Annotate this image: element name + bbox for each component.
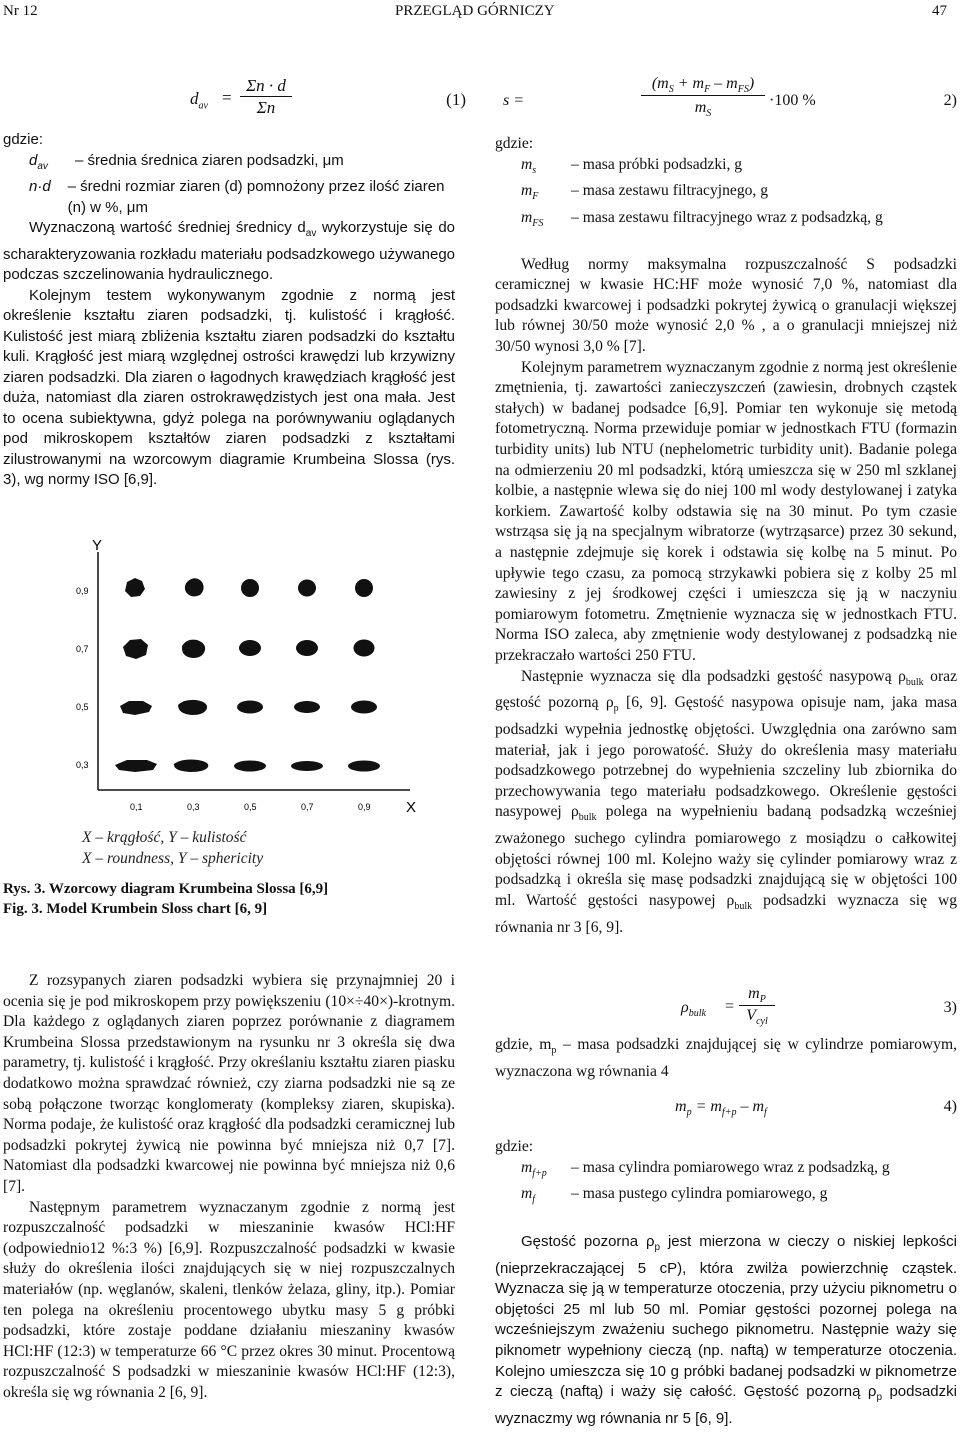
equation-3: $\rho_{bulk}$ = $m_P$ $V_{cyl}$ 3) xyxy=(681,985,957,1028)
grain-shape xyxy=(234,761,266,772)
x-tick: 0,3 xyxy=(187,802,200,812)
grain-shape xyxy=(355,579,373,597)
paragraph: Następnym parametrem wyznaczanym zgodnie z normą jest rozpuszczalność podsadzki w mieszaninie kwasów HCl:HF (odpowiednio12 %:3 %) [6,9]. Rozpuszczalność podsadzki w kwasie służy do określenia ilości znajdujących się w niej rozpuszczalnych materiałów (np. węglanów, skaleni, tlenków żelaza, gliny, itp.). Pomiar ten polega na określeniu procentowego ubytku masy 5 g próbki podsadzki, które zostaje poddane działaniu mieszaniny kwasów HCl:HF (12:3) w temperaturze 66 °C przez okres 30 minut. Procentową rozpuszczalność S podsadzki w mieszaninie kwasów HCl:HF (12:3), określa się wg równania 2 [6, 9]. xyxy=(3,1198,455,1401)
y-tick: 0,7 xyxy=(76,644,89,654)
grain-shape xyxy=(182,640,205,658)
journal-title: PRZEGLĄD GÓRNICZY xyxy=(395,3,555,19)
y-tick: 0,3 xyxy=(76,760,89,770)
definition-item: $m_f$ – masa pustego cylindra pomiarowego, g xyxy=(521,1185,828,1206)
figure-caption-pl: Rys. 3. Wzorcowy diagram Krumbeina Slossa [6,9] xyxy=(3,881,329,897)
gdzie-label: gdzie: xyxy=(495,1138,534,1155)
equation-2: s = $(m_S + m_F - m_{FS})$ $m_S$ ·100 % 2) xyxy=(503,75,957,120)
issue-number: Nr 12 xyxy=(3,3,38,19)
krumbein-sloss-chart xyxy=(70,530,430,840)
paragraph: gdzie, $m_p$ – masa podsadzki znajdującej się w cylindrze pomiarowym, wyznaczona wg równania 4 xyxy=(495,1036,957,1080)
gdzie-label: gdzie: xyxy=(495,135,534,152)
chart-svg xyxy=(70,530,430,840)
figure-caption xyxy=(3,879,328,919)
grain-shape xyxy=(185,578,204,596)
right-text-block-3 xyxy=(495,1137,957,1429)
x-tick: 0,9 xyxy=(358,802,371,812)
equation-1: $d_{av}$ = Σn · d Σn (1) xyxy=(190,76,466,117)
grain-shape xyxy=(174,760,208,773)
paragraph: Gęstość pozorna $\rho_p$ jest mierzona w cieczy o niskiej lepkości (nieprzekraczającej 5 cP), która zwilża powierzchnię cząstek. Wyznacza się ją w temperaturze otoczenia, przy użyciu piknometru o objętości 25 ml lub 50 ml. Pomiar gęstości pozornej polega na wcześniejszym zważeniu suchego piknometru. Następnie waży się piknometr wypełniony cieczą (np. naftą) w temperaturze otoczenia. Kolejno umieszcza się 10 g próbki badanej podsadzki w piknometrze z cieczą (naftą) i waży się całość. Gęstość pozorną $\rho_p$ podsadzki wyznaczmy wg równania nr 5 [6, 9]. xyxy=(495,1233,958,1427)
definition-item: $m_F$ – masa zestawu filtracyjnego, g xyxy=(521,182,769,203)
x-axis-label: X xyxy=(406,799,417,816)
paragraph: Kolejnym testem wykonywanym zgodnie z normą jest określenie kształtu ziaren podsadzki, tj. kulistość i krągłość. Kulistość jest miarą zbliżenia kształtu ziaren podsadzki do kształtu kuli. Krągłość jest miarą względnej ostrości krawędzi lub krzywizny ziaren podsadzki. Dla ziaren o łagodnych krawędziach krągłość jest duża, natomiast dla ziaren ostrokrawędzistych jest ona mała. Jest to ocena subiektywna, gdyż polega na porównywaniu oglądanych pod mikroskopem kształtów ziaren podsadzki z kształtami zilustrowanymi na wzorcowym diagramie Krumbeina Slossa (rys. 3), wg normy ISO [6,9]. xyxy=(3,286,455,488)
grain-shape xyxy=(291,761,323,771)
definition-item: n·d – średni rozmiar ziaren (d) pomnożony przez ilość ziaren (n) w %, μm xyxy=(29,178,445,216)
definition-list-2 xyxy=(495,155,957,235)
y-ticks xyxy=(76,586,89,770)
grain-shape xyxy=(115,760,157,772)
right-text-block-2 xyxy=(495,1035,957,1082)
grain-shape xyxy=(296,640,318,656)
y-tick: 0,5 xyxy=(76,702,89,712)
figure-caption-en: Fig. 3. Model Krumbein Sloss chart [6, 9] xyxy=(3,901,268,917)
grain-shape xyxy=(125,578,145,597)
gdzie-label: gdzie: xyxy=(3,131,44,148)
grain-shape xyxy=(123,639,148,659)
grain-shape xyxy=(178,700,207,715)
equation-3-number: 3) xyxy=(943,999,957,1016)
figure-legend-pl: X – krągłość, Y – kulistość xyxy=(82,829,247,846)
y-axis-label: Y xyxy=(92,537,103,554)
grain-shape xyxy=(298,580,316,597)
paragraph: Wyznaczoną wartość średniej średnicy $d_{av}$ wykorzystuje się do scharakteryzowania rozkładu materiału podsadzkowego używanego podczas szczelinowania hydraulicznego. xyxy=(3,219,455,283)
grain-shape xyxy=(294,701,320,713)
page-number: 47 xyxy=(932,3,947,19)
x-ticks xyxy=(130,802,371,812)
equation-4: $m_p = m_{f+p} - m_f$ 4) xyxy=(675,1098,957,1119)
paragraph: Według normy maksymalna rozpuszczalność S podsadzki ceramicznej w kwasie HC:HF może wynosić 7,0 %, natomiast dla podsadzki kwarcowej i podsadzki pokrytej żywicą o granulacji większej lub równej 30/50 może wynosić 2,0 % , a o granulacji mniejszej niż 30/50 wynosi 3,0 % [7]. xyxy=(495,255,957,356)
paragraph: Kolejnym parametrem wyznaczanym zgodnie z normą jest określenie zmętnienia, tj. zawartości zanieczyszczeń (zawiesin, drobnych cząstek stałych) w badanej podsadce [6,9]. Pomiar ten wykonuje się metodą fotometryczną. Norma przewiduje pomiar w jednostkach FTU (formazin turbidity units) lub NTU (nephelometric turbidity unit). Badanie polega na odmierzeniu 20 ml podsadzki, którą umieszcza się w 250 ml szklanej kolbie, a następnie wlewa się do niej 100 ml wody destylowanej i zatyka korkiem. Zawartość kolby odstawia się na 30 minut. Po tym czasie wstrząsa się ją na specjalnym wibratorze (wytrząsarce) przez 30 sekund, a następnie zdejmuje się korek i odstawia się kolbę na 5 minut. Po upływie tego czasu, za pomocą strzykawki pobiera się z kolby 25 ml zawiesiny z jej środkowej części i umieszcza się ją w naczyniu pomiarowym fotometru. Zmętnienie wyznacza się w jednostkach FTU. Norma ISO zaleca, aby zmętnienie wody destylowanej z podsadzką nie przekraczało wartości 250 FTU. xyxy=(495,358,957,664)
grain-shape xyxy=(239,640,261,656)
right-text-block-1 xyxy=(495,134,957,938)
x-tick: 0,7 xyxy=(301,802,314,812)
grain-shape xyxy=(237,701,263,714)
equation-2-number: 2) xyxy=(943,92,957,109)
equation-1-number: (1) xyxy=(446,90,466,109)
figure-legend-en: X – roundness, Y – sphericity xyxy=(82,850,264,867)
paragraph: Następnie wyznacza się dla podsadzki gęstość nasypową $\rho_{bulk}$ oraz gęstość pozorną $\rho_p$ [6, 9]. Gęstość nasypowa opisuje nam, jaka masa podsadzki wypełnia jednostkę objętości. Uwzględnia ona zarówno sam materiał, jak i jego porowatość. Służy do określenia masy materiału podsadzkowego potrzebnej do wypełnienia szczeliny lub zbiornika do przechowywania tego materiału podsadzkowego. Określenie gęstości nasypowej $\rho_{bulk}$ polega na wypełnieniu badaną podsadzką wcześniej zważonego suchego cylindra pomiarowego z mosiądzu o całkowitej objętości równej 100 ml. Kolejno waży się cylinder pomiarowy wraz z podsadzką i określa się masę podsadzki znajdującą się w objętości 100 ml. Wartość gęstości nasypowej $\rho_{bulk}$ podsadzki wyznacza się wg równania nr 3 [6, 9]. xyxy=(495,667,957,936)
y-tick: 0,9 xyxy=(76,586,89,596)
left-text-block-2 xyxy=(3,971,455,1403)
definition-list-1 xyxy=(3,151,455,219)
definition-item: $m_{f+p}$ – masa cylindra pomiarowego wraz z podsadzką, g xyxy=(521,1158,890,1179)
equation-4-number: 4) xyxy=(943,1098,957,1115)
definition-item: $d_{av}$ – średnia średnica ziaren podsadzki, μm xyxy=(29,151,344,172)
figure-legend xyxy=(82,827,263,869)
left-text-block-1 xyxy=(3,130,455,491)
grain-shapes xyxy=(115,578,380,772)
x-tick: 0,5 xyxy=(244,802,257,812)
grain-shape xyxy=(348,761,380,772)
grain-shape xyxy=(120,701,152,715)
grain-shape xyxy=(241,579,259,597)
paragraph: Z rozsypanych ziaren podsadzki wybiera się przynajmniej 20 i ocenia się je pod mikroskopem przy powiększeniu (10×÷40×)-krotnym. Dla każdego z oglądanych ziaren poprzez porównanie z diagramem Krumbeina Slossa przedstawionym na rysunku nr 3 określa się dwa parametry, tj. kulistość i krągłość. Przy określaniu kształtu ziaren piasku dodatkowo można sprawdzać również, czy ziarna podsadzki nie są ze sobą połączone tworząc konglomeraty (kompleksy ziaren, skupiska). Norma podaje, że kulistość oraz krągłość dla podsadzki ceramicznej lub podsadzki pokrytej żywicą nie powinna być mniejsza niż 0,7 [7]. Natomiast dla podsadzki kwarcowej nie powinna być mniejsza niż 0,6 [7]. xyxy=(3,972,455,1195)
definition-item: $m_s$ – masa próbki podsadzki, g xyxy=(521,155,743,176)
grain-shape xyxy=(354,640,375,657)
definition-list-3 xyxy=(495,1158,957,1211)
grain-shape xyxy=(351,701,377,714)
x-tick: 0,1 xyxy=(130,802,143,812)
definition-item: $m_{FS}$ – masa zestawu filtracyjnego wraz z podsadzką, g xyxy=(521,209,883,230)
